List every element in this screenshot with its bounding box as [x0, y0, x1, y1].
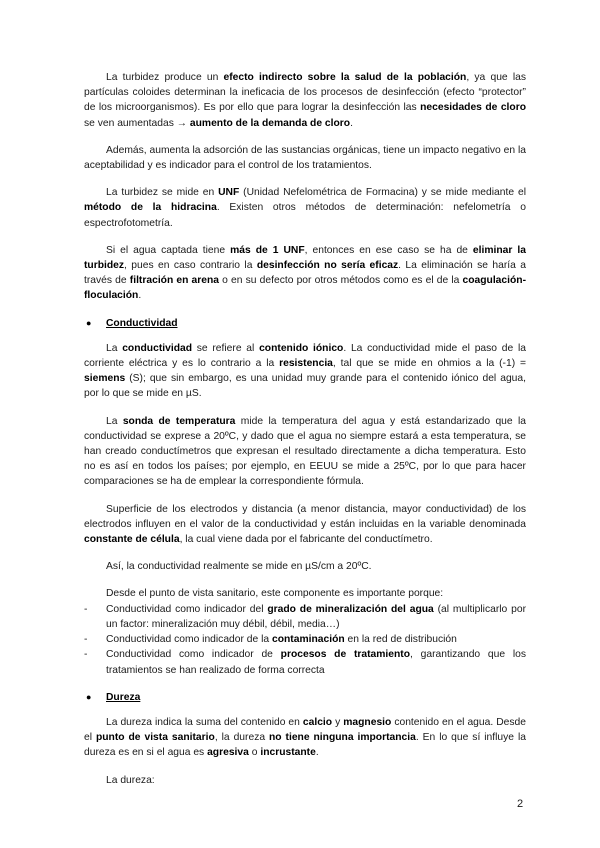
- paragraph-sonda-temperatura: La sonda de temperatura mide la temperatura del agua y está estandarizado que la conductividad se exprese a 20ºC, y dado que el agua no siempre estará a esta temperatura, se han creado conductímetros que expresan el resultado directamente a dicha temperatura. Esto no es así en todos los países; por ejemplo, en EEUU se mide a 25ºC, por lo que para hacer comparaciones se ha de emplear la correspondiente fórmula.: [84, 415, 526, 488]
- list-item: [84, 632, 526, 647]
- heading-conductividad-label: Conductividad: [106, 317, 178, 329]
- bold-term: incrustante: [260, 747, 316, 759]
- bold-term: punto de vista sanitario: [95, 732, 215, 744]
- bold-term: necesidades de cloro: [420, 102, 526, 114]
- bold-term: contaminación: [272, 634, 345, 646]
- bold-term: más de 1 UNF: [230, 244, 305, 256]
- bullet-marker: ●: [86, 317, 92, 328]
- list-item: [84, 602, 526, 632]
- paragraph-turbidez-salud: La turbidez produce un efecto indirecto sobre la salud de la población, ya que las partículas coloides determinan la ineficacia de los procesos de desinfección (efecto “protector” de los microorganismos). Es por ello que para lograr la desinfección las necesidades de cloro se ven aumentadas → aumento de la demanda de cloro.: [84, 72, 526, 129]
- paragraph-unidad-medida: Así, la conductividad realmente se mide en µS/cm a 20ºC.: [106, 561, 372, 573]
- bold-term: sonda de temperatura: [122, 415, 236, 427]
- bold-term: resistencia: [279, 358, 333, 370]
- bold-term: conductividad: [122, 342, 192, 354]
- paragraph-dureza-definicion: La dureza indica la suma del contenido en calcio y magnesio contenido en el agua. Desde el punto de vista sanitario, la dureza no tiene ninguna importancia. En lo que sí influye la dureza es en si el agua es agresiva o incrustante.: [84, 716, 526, 759]
- bullet-marker: ●: [86, 691, 92, 702]
- conductividad-list: [84, 602, 526, 678]
- paragraph-punto-vista-sanitario: Desde el punto de vista sanitario, este componente es importante porque:: [106, 588, 444, 600]
- bold-term: grado de mineralización del agua: [267, 603, 434, 615]
- list-item-text: Conductividad como indicador de procesos de tratamiento, garantizando que los tratamientos se han realizado de forma correcta: [106, 649, 526, 676]
- bold-term: magnesio: [343, 716, 392, 728]
- dash-marker: -: [84, 649, 88, 661]
- bold-term: agresiva: [207, 747, 249, 759]
- bold-term: filtración en arena: [129, 275, 220, 287]
- page-number: 2: [517, 798, 524, 810]
- bold-term: eliminar la turbidez: [84, 244, 527, 272]
- paragraph-medida-turbidez: La turbidez se mide en UNF (Unidad Nefelométrica de Formacina) y se mide mediante el método de la hidracina. Existen otros métodos de determinación: nefelometría o espectrofotometría.: [84, 187, 526, 229]
- dash-marker: -: [84, 603, 88, 615]
- paragraph-electrodos: Superficie de los electrodos y distancia (a menor distancia, mayor conductividad) de los electrodos influyen en el valor de la conductividad y están incluidas en la variable denominada constante de célula, la cual viene dada por el fabricante del conductímetro.: [84, 503, 526, 546]
- paragraph-adsorcion: Además, aumenta la adsorción de las sustancias orgánicas, tiene un impacto negativo en la aceptabilidad y es indicador para el control de los tratamientos.: [84, 144, 526, 172]
- bold-term: método de la hidracina: [84, 202, 217, 214]
- paragraph-la-dureza: La dureza:: [106, 774, 155, 786]
- list-item-text: Conductividad como indicador del grado de mineralización del agua (al multiplicarlo por un factor: mineralización muy débil, débil, media…): [106, 603, 526, 630]
- bold-term: procesos de tratamiento: [280, 649, 411, 661]
- heading-dureza-label: Dureza: [106, 691, 141, 703]
- bold-term: no tiene ninguna importancia: [269, 732, 416, 744]
- bold-term: contenido iónico: [259, 342, 344, 354]
- bold-term: efecto indirecto sobre la salud de la población: [223, 72, 467, 83]
- dash-marker: -: [84, 634, 88, 646]
- list-item: [84, 647, 526, 677]
- bold-term: coagulación-floculación: [84, 275, 527, 302]
- bold-term: desinfección no sería eficaz: [256, 260, 399, 272]
- list-item-text: Conductividad como indicador de la contaminación en la red de distribución: [106, 634, 457, 646]
- heading-conductividad: [84, 316, 526, 331]
- bold-term: calcio: [302, 716, 333, 728]
- paragraph-conductividad-definicion: La conductividad se refiere al contenido iónico. La conductividad mide el paso de la corriente eléctrica y es lo contrario a la resistencia, tal que se mide en ohmios a la (-1) = siemens (S); que sin embargo, es una unidad muy grande para el contenido iónico del agua, por lo que se mide en µS.: [84, 342, 526, 400]
- bold-term: siemens: [84, 373, 126, 385]
- heading-dureza: [84, 690, 526, 705]
- document-page: [84, 70, 526, 788]
- bold-term: UNF: [218, 187, 240, 199]
- bold-term: aumento de la demanda de cloro: [189, 117, 351, 129]
- paragraph-eliminacion-turbidez: Si el agua captada tiene más de 1 UNF, entonces en ese caso se ha de eliminar la turbidez, pues en caso contrario la desinfección no sería eficaz. La eliminación se haría a través de filtración en arena o en su defecto por otros métodos como es el de la coagulación-floculación.: [84, 244, 527, 302]
- bold-term: constante de célula: [84, 534, 180, 546]
